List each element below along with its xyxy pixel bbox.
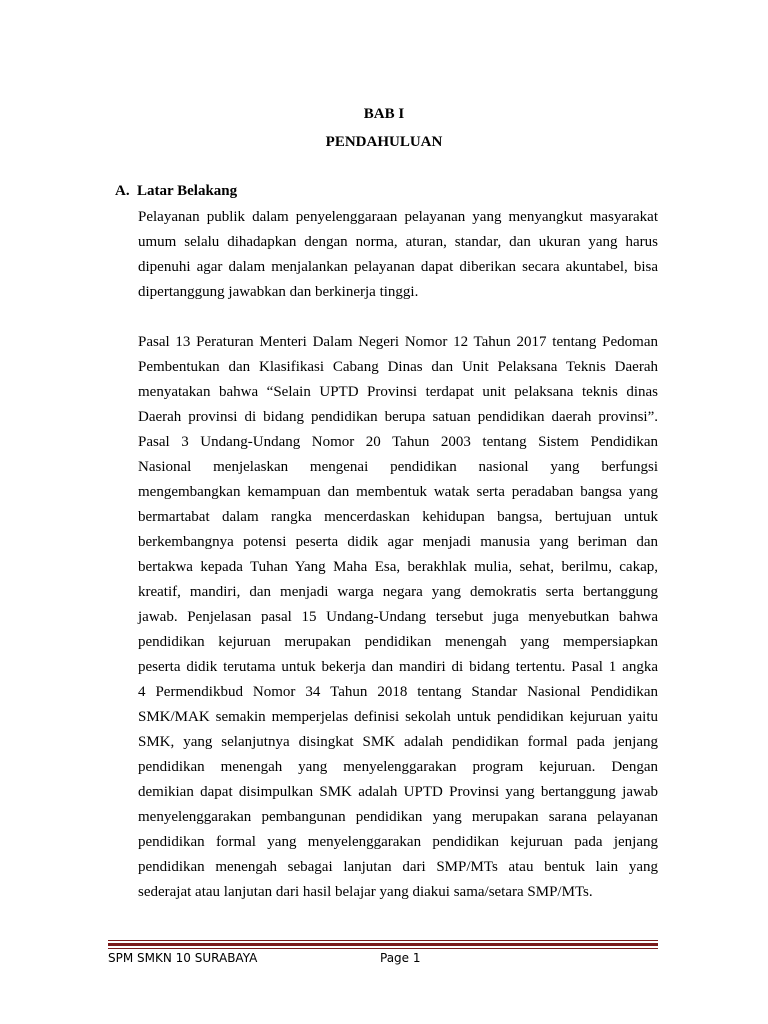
text-line: menyelenggarakan pembangunan pendidikan yang merupakan sarana pelayanan <box>138 809 658 825</box>
footer-page-number: Page 1 <box>380 951 421 965</box>
chapter-title: PENDAHULUAN <box>325 134 443 150</box>
footer-rule <box>108 940 658 941</box>
text-line: peserta didik terutama untuk bekerja dan mandiri di bidang tertentu. Pasal 1 angka <box>138 659 658 675</box>
text-line: Pembentukan dan Klasifikasi Cabang Dinas dan Unit Pelaksana Teknis Daerah <box>138 359 658 375</box>
section-letter: A. <box>115 183 130 199</box>
text-line: berkembangnya potensi peserta didik agar menjadi manusia yang beriman dan <box>138 534 658 550</box>
paragraph-2 <box>138 330 658 905</box>
text-line: bertakwa kepada Tuhan Yang Maha Esa, berakhlak mulia, sehat, berilmu, cakap, <box>138 559 658 575</box>
text-line: sederajat atau lanjutan dari hasil belajar yang diakui sama/setara SMP/MTs. <box>138 884 593 900</box>
text-line: demikian dapat disimpulkan SMK adalah UPTD Provinsi yang bertanggung jawab <box>138 784 658 800</box>
text-line: Daerah provinsi di bidang pendidikan berupa satuan pendidikan daerah provinsi”. <box>138 409 658 425</box>
text-line: kreatif, mandiri, dan menjadi warga negara yang demokratis serta bertanggung <box>138 584 658 600</box>
text-line: mengembangkan kemampuan dan membentuk watak serta peradaban bangsa yang <box>138 484 658 500</box>
footer-rule <box>108 948 658 949</box>
text-line: dipertanggung jawabkan dan berkinerja tinggi. <box>138 284 419 300</box>
chapter-number: BAB I <box>363 106 405 122</box>
text-line: pendidikan menengah sebagai lanjutan dari SMP/MTs atau bentuk lain yang <box>138 859 658 875</box>
section-title: Latar Belakang <box>137 183 238 199</box>
text-line: Nasional menjelaskan mengenai pendidikan nasional yang berfungsi <box>138 459 658 475</box>
text-line: Pasal 13 Peraturan Menteri Dalam Negeri Nomor 12 Tahun 2017 tentang Pedoman <box>138 334 658 350</box>
footer-rule <box>108 943 658 946</box>
text-line: SMK/MAK semakin memperjelas definisi sekolah untuk pendidikan kejuruan yaitu <box>138 709 658 725</box>
text-line: pendidikan kejuruan merupakan pendidikan menengah yang mempersiapkan <box>138 634 658 650</box>
text-line: dipenuhi agar dalam menjalankan pelayanan dapat diberikan secara akuntabel, bisa <box>138 259 658 275</box>
text-line: umum selalu dihadapkan dengan norma, aturan, standar, dan ukuran yang harus <box>138 234 658 250</box>
text-line: Pelayanan publik dalam penyelenggaraan pelayanan yang menyangkut masyarakat <box>138 209 658 225</box>
text-line: pendidikan menengah yang menyelenggarakan program kejuruan. Dengan <box>138 759 658 775</box>
text-line: pendidikan formal yang menyelenggarakan pendidikan kejuruan pada jenjang <box>138 834 658 850</box>
footer-school-name: SPM SMKN 10 SURABAYA <box>108 951 258 965</box>
text-line: jawab. Penjelasan pasal 15 Undang-Undang tersebut juga menyebutkan bahwa <box>138 609 658 625</box>
section-heading <box>115 183 237 200</box>
paragraph-1 <box>138 205 658 305</box>
text-line: 4 Permendikbud Nomor 34 Tahun 2018 tentang Standar Nasional Pendidikan <box>138 684 658 700</box>
text-line: menyatakan bahwa “Selain UPTD Provinsi terdapat unit pelaksana teknis dinas <box>138 384 658 400</box>
text-line: SMK, yang selanjutnya disingkat SMK adalah pendidikan formal pada jenjang <box>138 734 658 750</box>
text-line: bermartabat dalam rangka mencerdaskan kehidupan bangsa, bertujuan untuk <box>138 509 658 525</box>
text-line: Pasal 3 Undang-Undang Nomor 20 Tahun 2003 tentang Sistem Pendidikan <box>138 434 658 450</box>
